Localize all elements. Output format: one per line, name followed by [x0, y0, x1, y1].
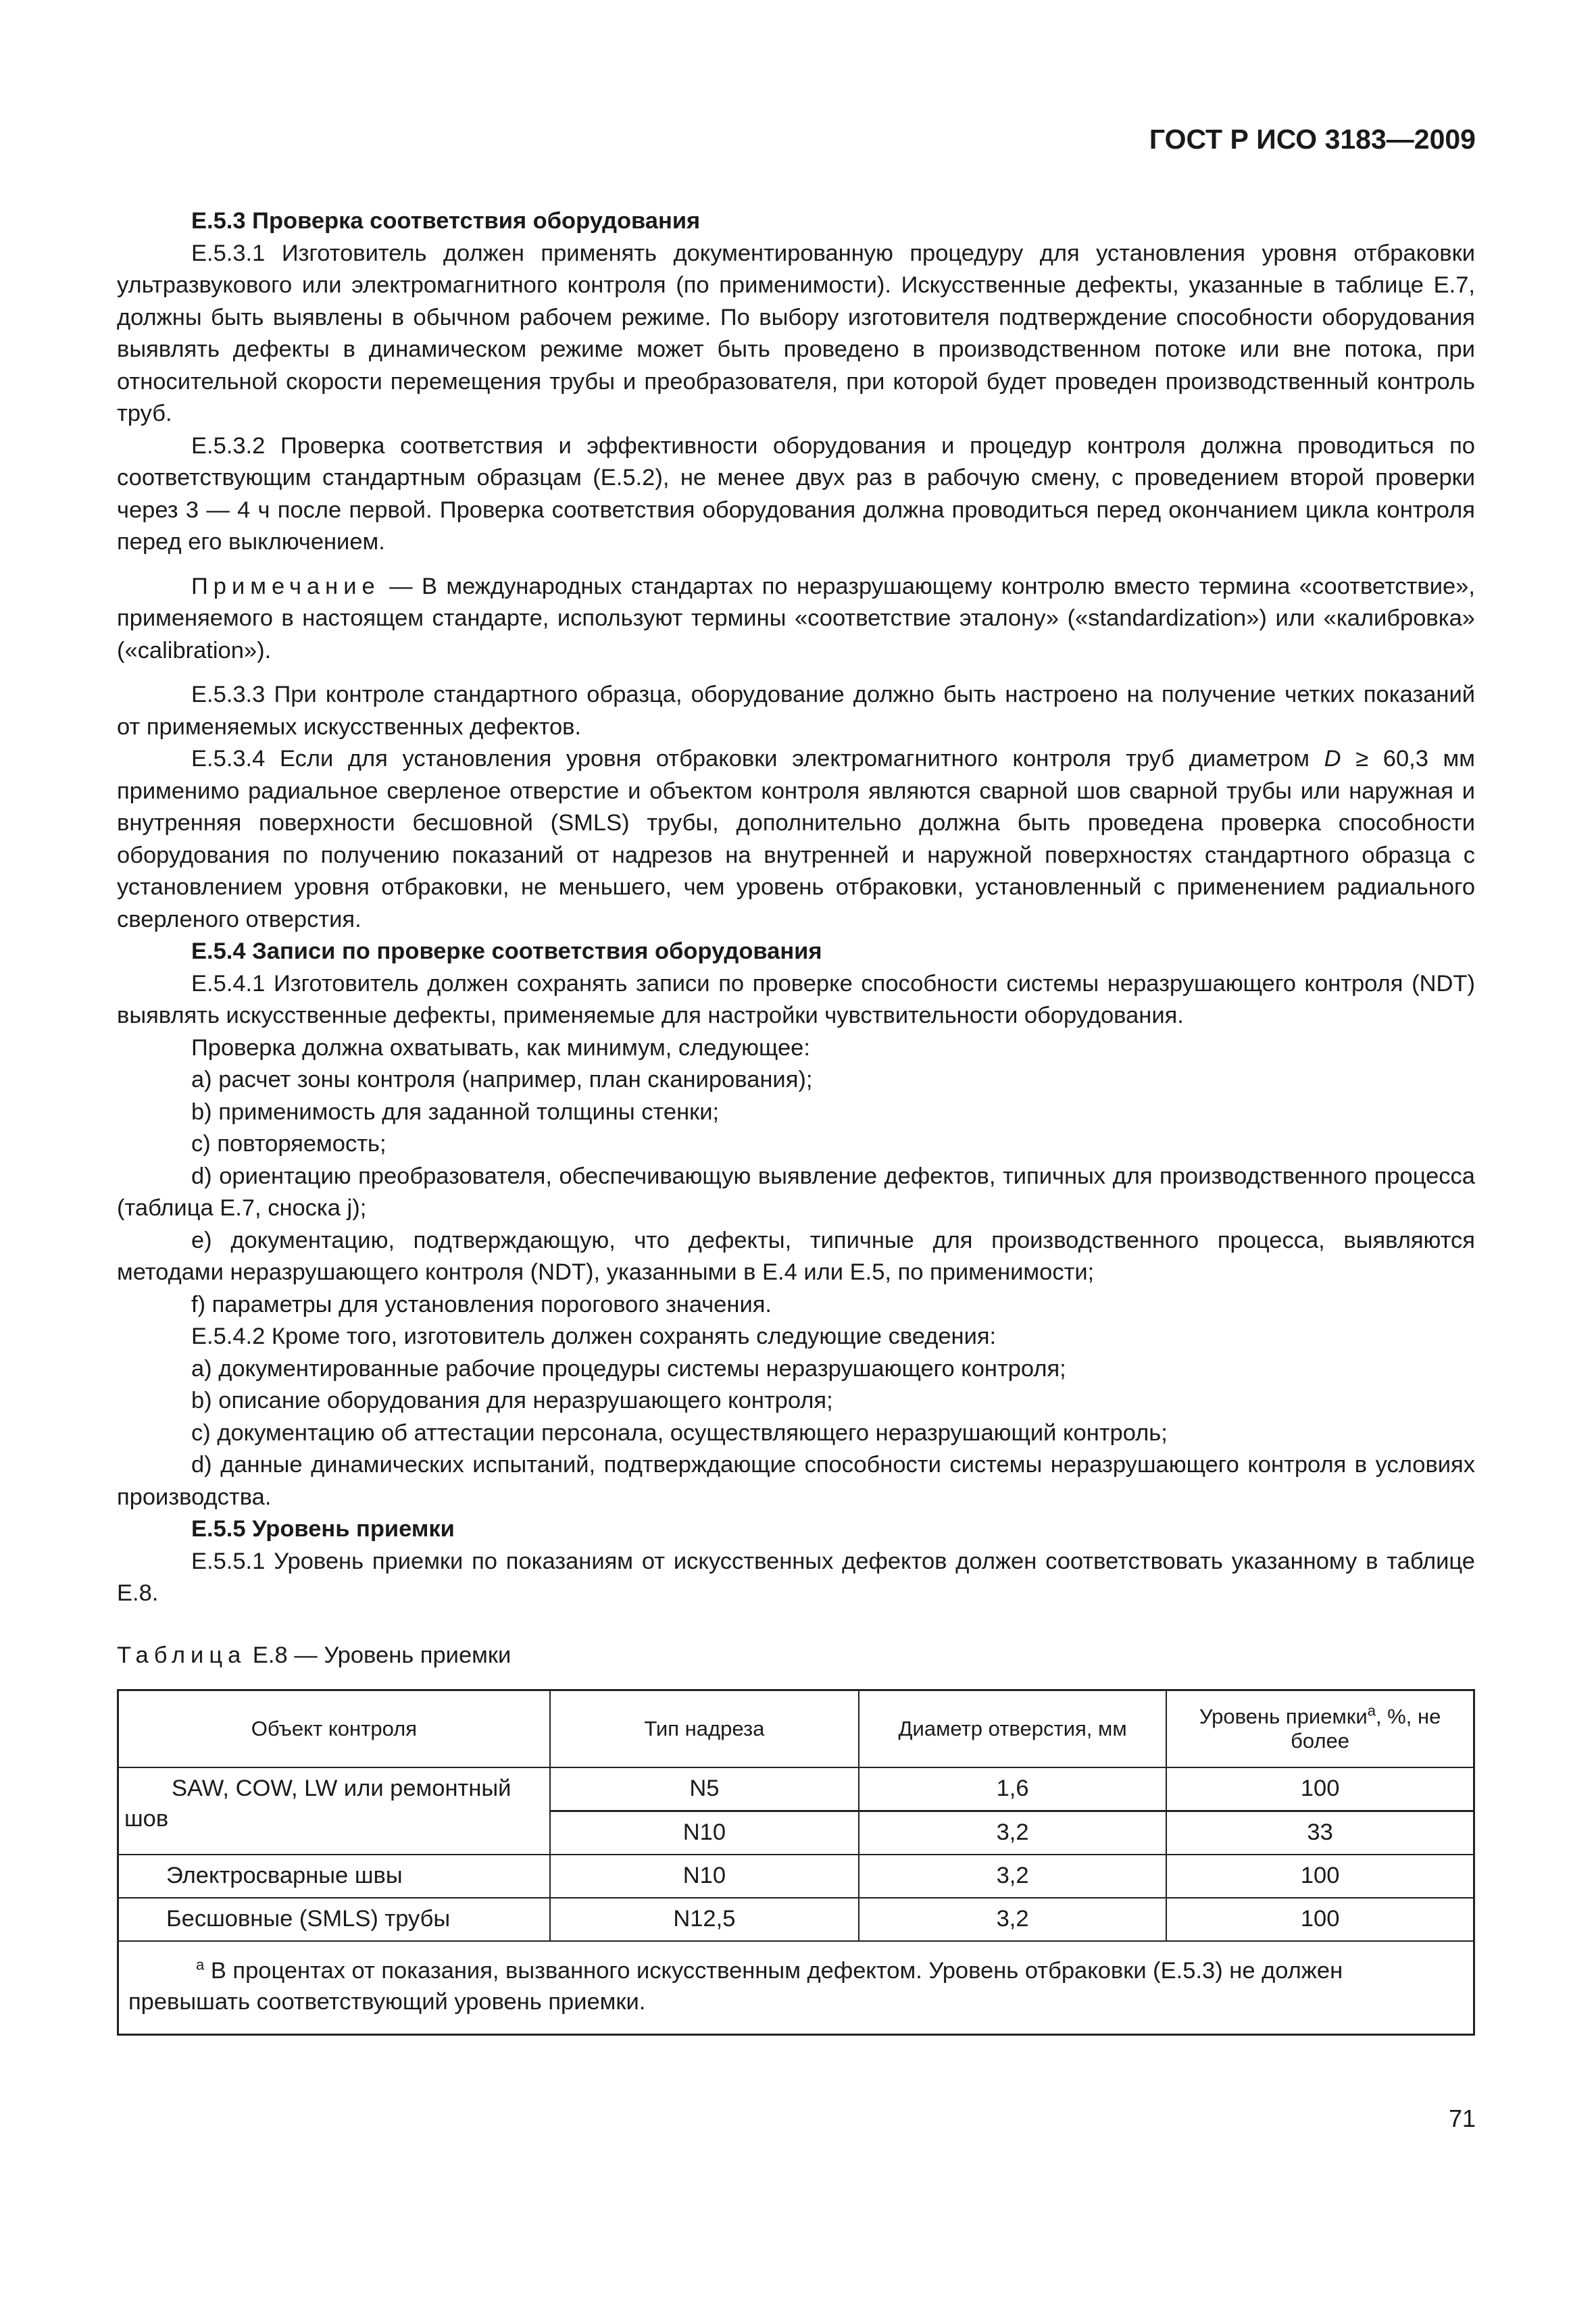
table-footnote-row: [118, 1941, 1474, 2035]
paragraph: Проверка должна охватывать, как минимум, следующее:: [191, 1034, 810, 1061]
page-body: [117, 205, 1475, 2036]
section-heading: Е.5.5 Уровень приемки: [191, 1516, 455, 1542]
table-cell: 1,6: [859, 1767, 1166, 1811]
footnote-mark: а: [196, 1956, 205, 1973]
table-row: [118, 1767, 1474, 1811]
paragraph: Е.5.3.3 При контроле стандартного образца, оборудование должно быть настроено на получение четких показаний от применяемых искусственных дефектов.: [117, 682, 1475, 740]
list-item: d) данные динамических испытаний, подтверждающие способности системы неразрушающего контроля в условиях производства.: [117, 1452, 1475, 1510]
table-caption: [117, 1640, 1475, 1672]
table-cell: N5: [550, 1767, 859, 1811]
footnote-text: В процентах от показания, вызванного искусственным дефектом. Уровень отбраковки (Е.5.3) не должен превышать соответствующий уровень приемки.: [128, 1958, 1343, 2015]
column-header-text: , %, не более: [1291, 1705, 1441, 1753]
table-cell-object: Бесшовные (SMLS) трубы: [118, 1898, 550, 1941]
list-item: f) параметры для установления порогового значения.: [191, 1291, 772, 1317]
list-item: c) повторяемость;: [191, 1131, 386, 1157]
table-cell: N10: [550, 1855, 859, 1898]
table-cell: 3,2: [859, 1898, 1166, 1941]
page-number: 71: [1448, 2105, 1476, 2132]
section-heading: Е.5.3 Проверка соответствия оборудования: [191, 208, 701, 234]
paragraph: [117, 743, 1475, 936]
list-item: d) ориентацию преобразователя, обеспечивающую выявление дефектов, типичных для производственного процесса (таблица Е.7, сноска j);: [117, 1163, 1475, 1221]
table-cell: N10: [550, 1811, 859, 1855]
paragraph: Е.5.4.1 Изготовитель должен сохранять записи по проверке способности системы неразрушающего контроля (NDT) выявлять искусственные дефекты, применяемые для настройки чувствительности оборудования.: [117, 970, 1475, 1028]
table-cell-object: [118, 1767, 550, 1855]
paragraph-text: Е.5.3.4 Если для установления уровня отбраковки электромагнитного контроля труб диаметром: [191, 746, 1324, 772]
list-item: a) расчет зоны контроля (например, план сканирования);: [191, 1067, 813, 1092]
column-header: Объект контроля: [118, 1690, 550, 1768]
paragraph: Е.5.3.1 Изготовитель должен применять документированную процедуру для установления уровня отбраковки ультразвукового или электромагнитного контроля (по применимости). Искусственные дефекты, указанные в таблице Е.7, должны быть выявлены в обычном рабочем режиме. По выбору изготовителя подтверждение способности оборудования выявлять дефекты в динамическом режиме может быть проведено в производственном потоке или вне потока, при относительной скорости перемещения трубы и преобразователя, при которой будет проведен производственный контроль труб.: [117, 240, 1475, 426]
list-item: b) описание оборудования для неразрушающего контроля;: [191, 1388, 833, 1413]
diameter-symbol: D: [1324, 746, 1341, 772]
column-header: Тип надреза: [550, 1690, 859, 1768]
document-header: ГОСТ Р ИСО 3183—2009: [1149, 124, 1476, 155]
table-footnote: [118, 1941, 1474, 2035]
table-cell: 3,2: [859, 1855, 1166, 1898]
section-heading: Е.5.4 Записи по проверке соответствия оборудования: [191, 938, 822, 964]
table-cell: N12,5: [550, 1898, 859, 1941]
table-cell: 33: [1166, 1811, 1474, 1855]
paragraph: Е.5.3.2 Проверка соответствия и эффективности оборудования и процедур контроля должна проводиться по соответствующим стандартным образцам (Е.5.2), не менее двух раз в рабочую смену, с проведением второй проверки через 3 — 4 ч после первой. Проверка соответствия оборудования должна проводиться перед окончанием цикла контроля перед его выключением.: [117, 432, 1475, 555]
column-header: Диаметр отверстия, мм: [859, 1690, 1166, 1768]
table-caption-label: Таблица: [117, 1642, 247, 1668]
column-header: [1166, 1690, 1474, 1768]
paragraph: Е.5.5.1 Уровень приемки по показаниям от искусственных дефектов должен соответствовать указанному в таблице Е.8.: [117, 1548, 1475, 1606]
table-cell: 100: [1166, 1855, 1474, 1898]
table-cell: 100: [1166, 1767, 1474, 1811]
table-header-row: [118, 1690, 1474, 1768]
list-item: a) документированные рабочие процедуры системы неразрушающего контроля;: [191, 1355, 1066, 1382]
table-cell-object: Электросварные швы: [118, 1855, 550, 1898]
table-cell: 100: [1166, 1898, 1474, 1941]
table-cell: 3,2: [859, 1811, 1166, 1855]
acceptance-level-table: [117, 1689, 1475, 2036]
list-item: c) документацию об аттестации персонала, осуществляющего неразрушающий контроль;: [191, 1419, 1168, 1446]
object-label: SAW, COW, LW или ремонтный шов: [124, 1776, 512, 1832]
note-text: — В международных стандартах по неразрушающему контролю вместо термина «соответствие», применяемого в настоящем стандарте, используют термины «соответствие эталону» («standardization») или «калибровка» («calibration»).: [117, 573, 1475, 663]
table-row: [118, 1898, 1474, 1941]
table-row: [118, 1855, 1474, 1898]
paragraph: Е.5.4.2 Кроме того, изготовитель должен сохранять следующие сведения:: [191, 1324, 997, 1349]
table-caption-text: Е.8 — Уровень приемки: [246, 1642, 512, 1668]
note: [117, 571, 1475, 668]
note-label: Примечание: [191, 573, 380, 599]
footnote-mark: а: [1367, 1702, 1376, 1719]
list-item: b) применимость для заданной толщины стенки;: [191, 1099, 720, 1125]
list-item: e) документацию, подтверждающую, что дефекты, типичные для производственного процесса, выявляются методами неразрушающего контроля (NDT), указанными в Е.4 или Е.5, по применимости;: [117, 1227, 1475, 1285]
column-header-text: Уровень приемки: [1199, 1705, 1368, 1728]
paragraph-text: ≥ 60,3 мм применимо радиальное сверленое отверстие и объектом контроля являются сварной шов сварной трубы или наружная и внутренняя поверхности бесшовной (SMLS) трубы, дополнительно должна быть проведена проверка способности оборудования по получению показаний от надрезов на внутренней и наружной поверхностях стандартного образца с установлением уровня отбраковки, не меньшего, чем уровень отбраковки, установленный с применением радиального сверленого отверстия.: [117, 746, 1475, 932]
